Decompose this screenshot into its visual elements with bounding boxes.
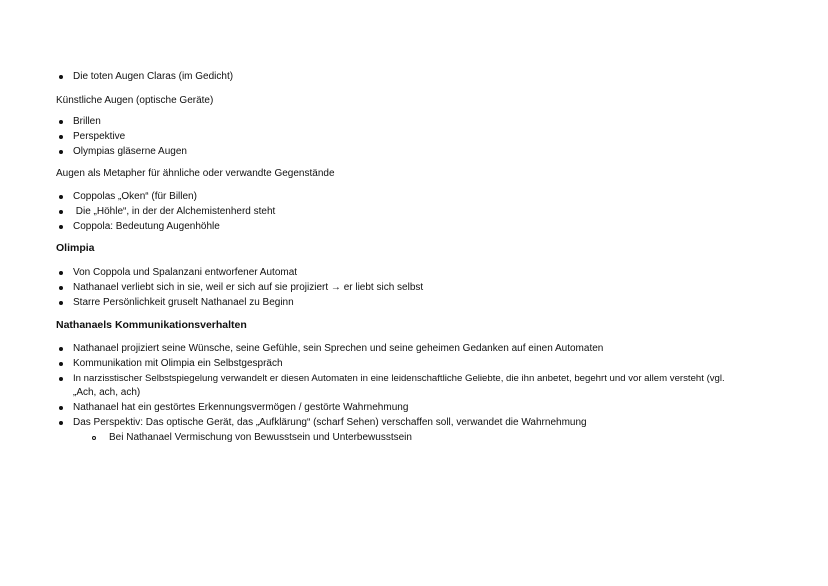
bullet-icon xyxy=(59,135,63,139)
bullet-icon xyxy=(59,406,63,410)
arrow-right-icon: → xyxy=(330,282,341,293)
heading-olimpia: Olimpia xyxy=(56,242,95,254)
paragraph-metapher: Augen als Metapher für ähnliche oder verwandte Gegenstände xyxy=(56,168,335,179)
list-item: Nathanael hat ein gestörtes Erkennungsvermögen / gestörte Wahrnehmung xyxy=(73,402,409,413)
bullet-icon xyxy=(59,195,63,199)
list-item: Das Perspektiv: Das optische Gerät, das „Aufklärung“ (scharf Sehen) verschaffen soll, verwandet die Wahrnehmung xyxy=(73,417,587,428)
list-item: Coppola: Bedeutung Augenhöhle xyxy=(73,221,220,232)
list-item: Brillen xyxy=(73,116,101,127)
list-item-conclusion: er liebt sich selbst xyxy=(343,282,424,293)
list-item: Nathanael projiziert seine Wünsche, seine Gefühle, sein Sprechen und seine geheimen Gedanken auf einen Automaten xyxy=(73,343,604,354)
list-item-projection xyxy=(73,281,423,294)
list-item: Coppolas „Oken“ (für Billen) xyxy=(73,191,197,202)
bullet-icon xyxy=(59,421,63,425)
list-item-continuation: „Ach, ach, ach) xyxy=(73,387,141,398)
paragraph-kuenstliche-augen: Künstliche Augen (optische Geräte) xyxy=(56,95,214,106)
heading-kommunikation: Nathanaels Kommunikationsverhalten xyxy=(56,319,247,331)
list-item: Von Coppola und Spalanzani entworfener Automat xyxy=(73,267,298,278)
list-item-text: Nathanael verliebt sich in sie, weil er sich auf sie projiziert xyxy=(73,282,329,293)
bullet-icon xyxy=(59,150,63,154)
list-item: Die toten Augen Claras (im Gedicht) xyxy=(73,71,234,82)
list-item: Starre Persönlichkeit gruselt Nathanael zu Beginn xyxy=(73,297,294,308)
list-item: Die „Höhle“, in der der Alchemistenherd steht xyxy=(73,206,276,217)
bullet-icon xyxy=(59,225,63,229)
bullet-icon xyxy=(59,75,63,79)
bullet-icon xyxy=(59,347,63,351)
sub-list-item: Bei Nathanael Vermischung von Bewusstsein und Unterbewusstsein xyxy=(109,432,412,443)
sub-bullet-icon xyxy=(92,436,96,440)
bullet-icon xyxy=(59,301,63,305)
list-item: Kommunikation mit Olimpia ein Selbstgespräch xyxy=(73,358,283,369)
bullet-icon xyxy=(59,271,63,275)
list-item: Perspektive xyxy=(73,131,126,142)
bullet-icon xyxy=(59,286,63,290)
bullet-icon xyxy=(59,362,63,366)
bullet-icon xyxy=(59,377,63,381)
list-item: Olympias gläserne Augen xyxy=(73,146,187,157)
bullet-icon xyxy=(59,120,63,124)
list-item: In narzisstischer Selbstspiegelung verwandelt er diesen Automaten in eine leidenschaftliche Geliebte, die ihn anbetet, begehrt und vor allem versteht (vgl. xyxy=(73,373,725,384)
bullet-icon xyxy=(59,210,63,214)
